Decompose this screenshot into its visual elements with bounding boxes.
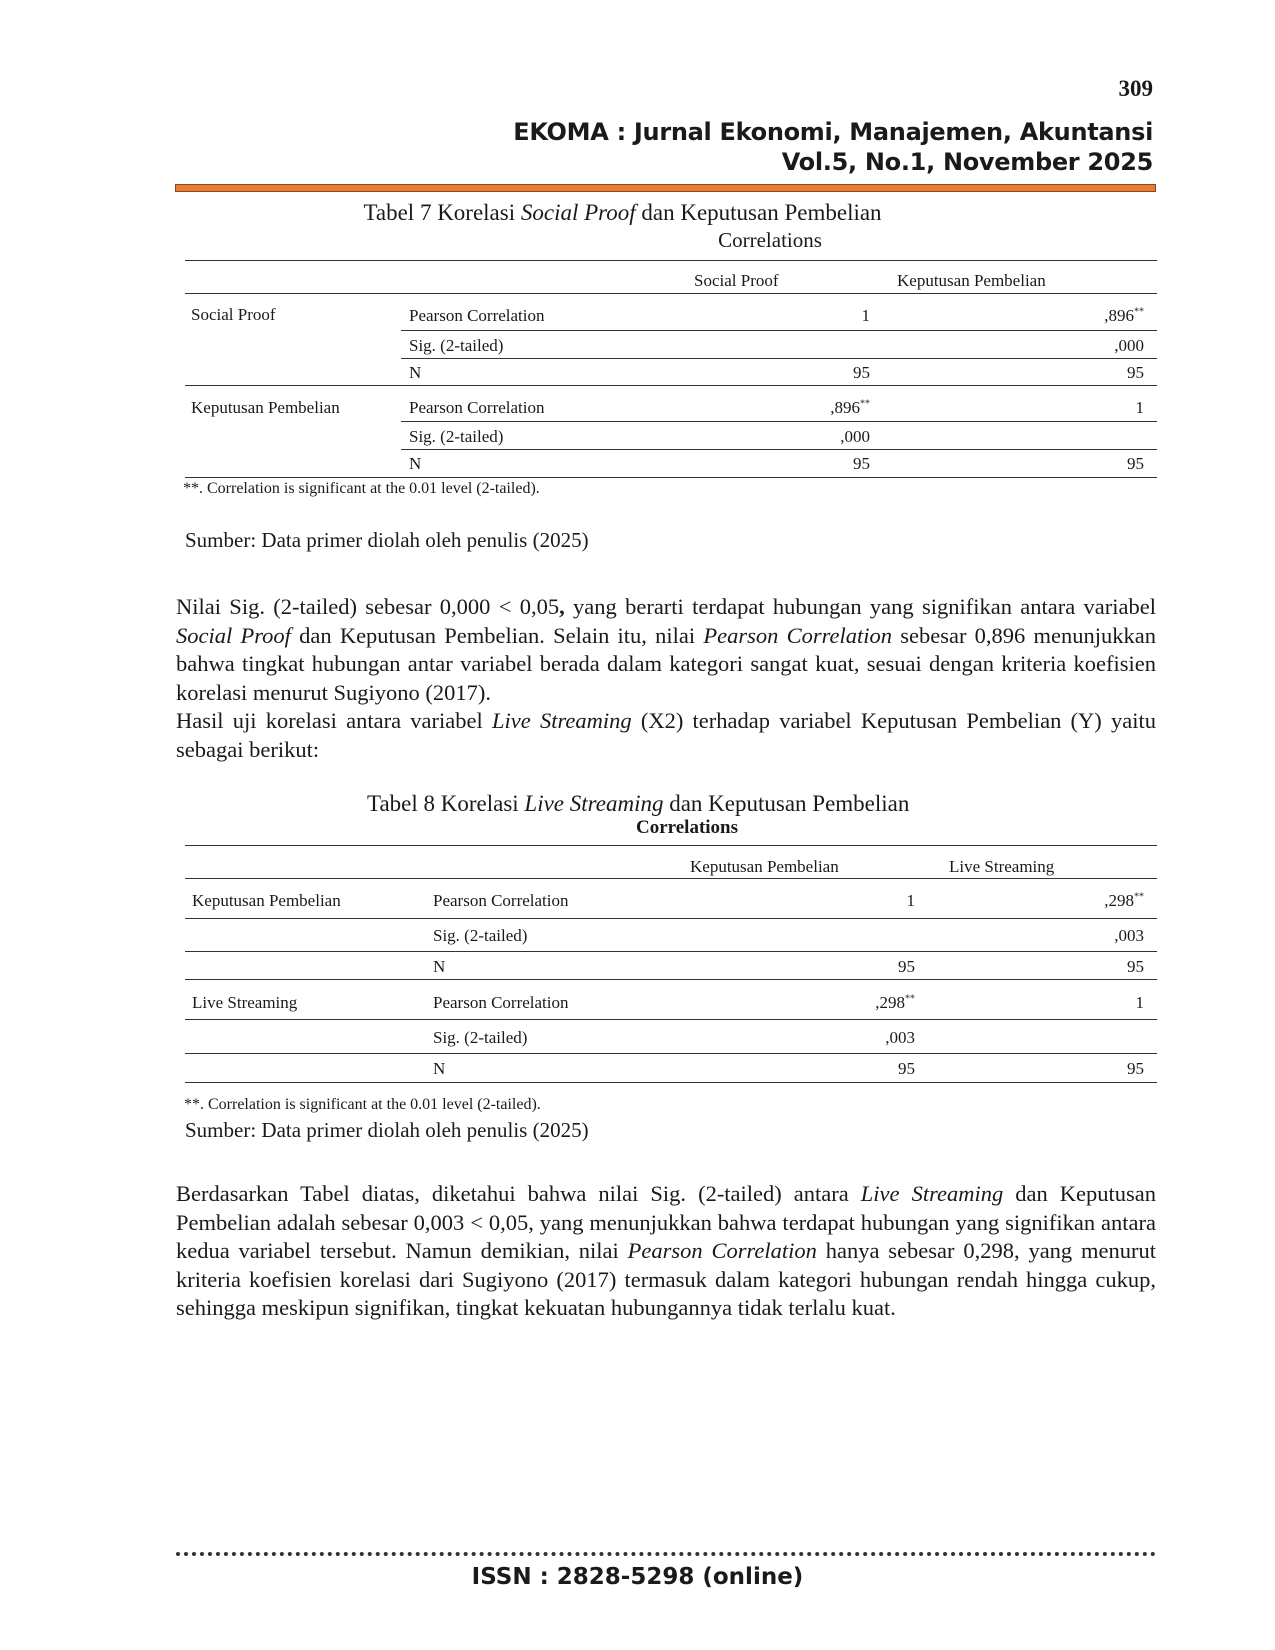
table-8-header-rule [185, 878, 1157, 879]
table-7-cell: 95 [853, 363, 870, 382]
table-8-stat-label: N [433, 1059, 446, 1078]
table-7-col-header: Social Proof [694, 271, 779, 290]
table-7-source: Sumber: Data primer diolah oleh penulis (2025) [185, 528, 589, 552]
table-7-footnote: **. Correlation is significant at the 0.01 level (2-tailed). [183, 480, 540, 497]
paragraph-2: Hasil uji korelasi antara variabel Live Streaming (X2) terhadap variabel Keputusan Pembelian (Y) yaitu sebagai berikut: [176, 708, 1156, 762]
table-8-stat-label: Pearson Correlation [433, 993, 569, 1012]
issn-footer: ISSN : 2828-5298 (online) [471, 1564, 804, 1590]
table-8-row-label: Keputusan Pembelian [192, 891, 341, 910]
page-number: 309 [1118, 76, 1153, 101]
table-8-stat-label: N [433, 957, 446, 976]
table-7-top-rule [185, 260, 1157, 261]
table-7-row-rule [401, 358, 1157, 359]
table-8-col-header: Keputusan Pembelian [690, 857, 839, 876]
table-8-row-rule [185, 1019, 1157, 1020]
table-7-cell: 95 [1127, 363, 1144, 382]
table-7-group-rule [185, 385, 1157, 386]
table-8-caption: Tabel 8 Korelasi Live Streaming dan Keputusan Pembelian [367, 791, 910, 816]
table-8-stat-label: Sig. (2-tailed) [433, 926, 528, 945]
table-7-row-rule [401, 449, 1157, 450]
table-8-cell: 95 [1127, 1059, 1144, 1078]
table-7-cell: ,000 [1114, 336, 1144, 355]
paragraph-1: Nilai Sig. (2-tailed) sebesar 0,000 < 0,05, yang berarti terdapat hubungan yang signifikan antara variabel Social Proof dan Keputusan Pembelian. Selain itu, nilai Pearson Correlation sebesar 0,896 menunjukkan bahwa tingkat hubungan antar variabel berada dalam kategori sangat kuat, sesuai dengan kriteria koefisien korelasi menurut Sugiyono (2017). [176, 594, 1156, 705]
table-7-stat-label: Sig. (2-tailed) [409, 336, 504, 355]
table-7-cell: ,000 [840, 427, 870, 446]
paragraph-3: Berdasarkan Tabel diatas, diketahui bahwa nilai Sig. (2-tailed) antara Live Streaming dan Keputusan Pembelian adalah sebesar 0,003 < 0,05, yang menunjukkan bahwa terdapat hubungan yang signifikan antara kedua variabel tersebut. Namun demikian, nilai Pearson Correlation hanya sebesar 0,298, yang menurut kriteria koefisien korelasi dari Sugiyono (2017) termasuk dalam kategori hubungan rendah hingga cukup, sehingga meskipun signifikan, tingkat kekuatan hubungannya tidak terlalu kuat. [176, 1181, 1157, 1320]
table-8-stat-label: Pearson Correlation [433, 891, 569, 910]
journal-title: EKOMA : Jurnal Ekonomi, Manajemen, Akuntansi [513, 118, 1153, 146]
table-8-cell: ,003 [1114, 926, 1144, 945]
table-8-cell: ,003 [885, 1028, 915, 1047]
table-7-header-rule [185, 293, 1157, 294]
table-7-bottom-rule [185, 477, 1157, 478]
table-7-row-label: Social Proof [191, 305, 276, 324]
table-7-stat-label: N [409, 363, 422, 382]
table-8-row-label: Live Streaming [192, 993, 298, 1012]
table-8-source: Sumber: Data primer diolah oleh penulis (2025) [185, 1118, 589, 1142]
table-8-row-rule [185, 918, 1157, 919]
journal-volume: Vol.5, No.1, November 2025 [781, 148, 1153, 176]
footer-dotted-rule [176, 1552, 1156, 1556]
table-8-cell: 95 [1127, 957, 1144, 976]
table-7-stat-label: Pearson Correlation [409, 306, 545, 325]
table-8-group-rule [185, 979, 1157, 980]
table-7-row-rule [401, 421, 1157, 422]
table-7-subcaption: Correlations [718, 228, 822, 252]
table-7-cell: 95 [853, 454, 870, 473]
table-7-stat-label: Pearson Correlation [409, 398, 545, 417]
header-rule [175, 184, 1156, 192]
table-8-cell: 95 [898, 957, 915, 976]
table-8-stat-label: Sig. (2-tailed) [433, 1028, 528, 1047]
table-8-cell: ,298** [875, 993, 915, 1012]
table-8-cell: 95 [898, 1059, 915, 1078]
table-8-cell: ,298** [1104, 891, 1144, 910]
table-7-cell: 95 [1127, 454, 1144, 473]
table-8-cell: 1 [1135, 993, 1144, 1012]
table-7-row-label: Keputusan Pembelian [191, 398, 340, 417]
table-8-row-rule [185, 951, 1157, 952]
table-7-cell: 1 [861, 306, 870, 325]
table-7-caption: Tabel 7 Korelasi Social Proof dan Keputusan Pembelian [363, 200, 882, 225]
table-8-row-rule [185, 1053, 1157, 1054]
table-8-subcaption: Correlations [636, 817, 739, 838]
table-8-col-header: Live Streaming [949, 857, 1055, 876]
table-7-row-rule [401, 330, 1157, 331]
table-7-cell: ,896** [830, 398, 870, 417]
table-7-stat-label: Sig. (2-tailed) [409, 427, 504, 446]
table-8-top-rule [185, 845, 1157, 846]
table-7-cell: ,896** [1104, 306, 1144, 325]
table-7-stat-label: N [409, 454, 422, 473]
table-8-cell: 1 [906, 891, 915, 910]
table-7-col-header: Keputusan Pembelian [897, 271, 1046, 290]
table-8-footnote: **. Correlation is significant at the 0.01 level (2-tailed). [184, 1096, 541, 1113]
table-8-bottom-rule [185, 1082, 1157, 1083]
table-7-cell: 1 [1135, 398, 1144, 417]
